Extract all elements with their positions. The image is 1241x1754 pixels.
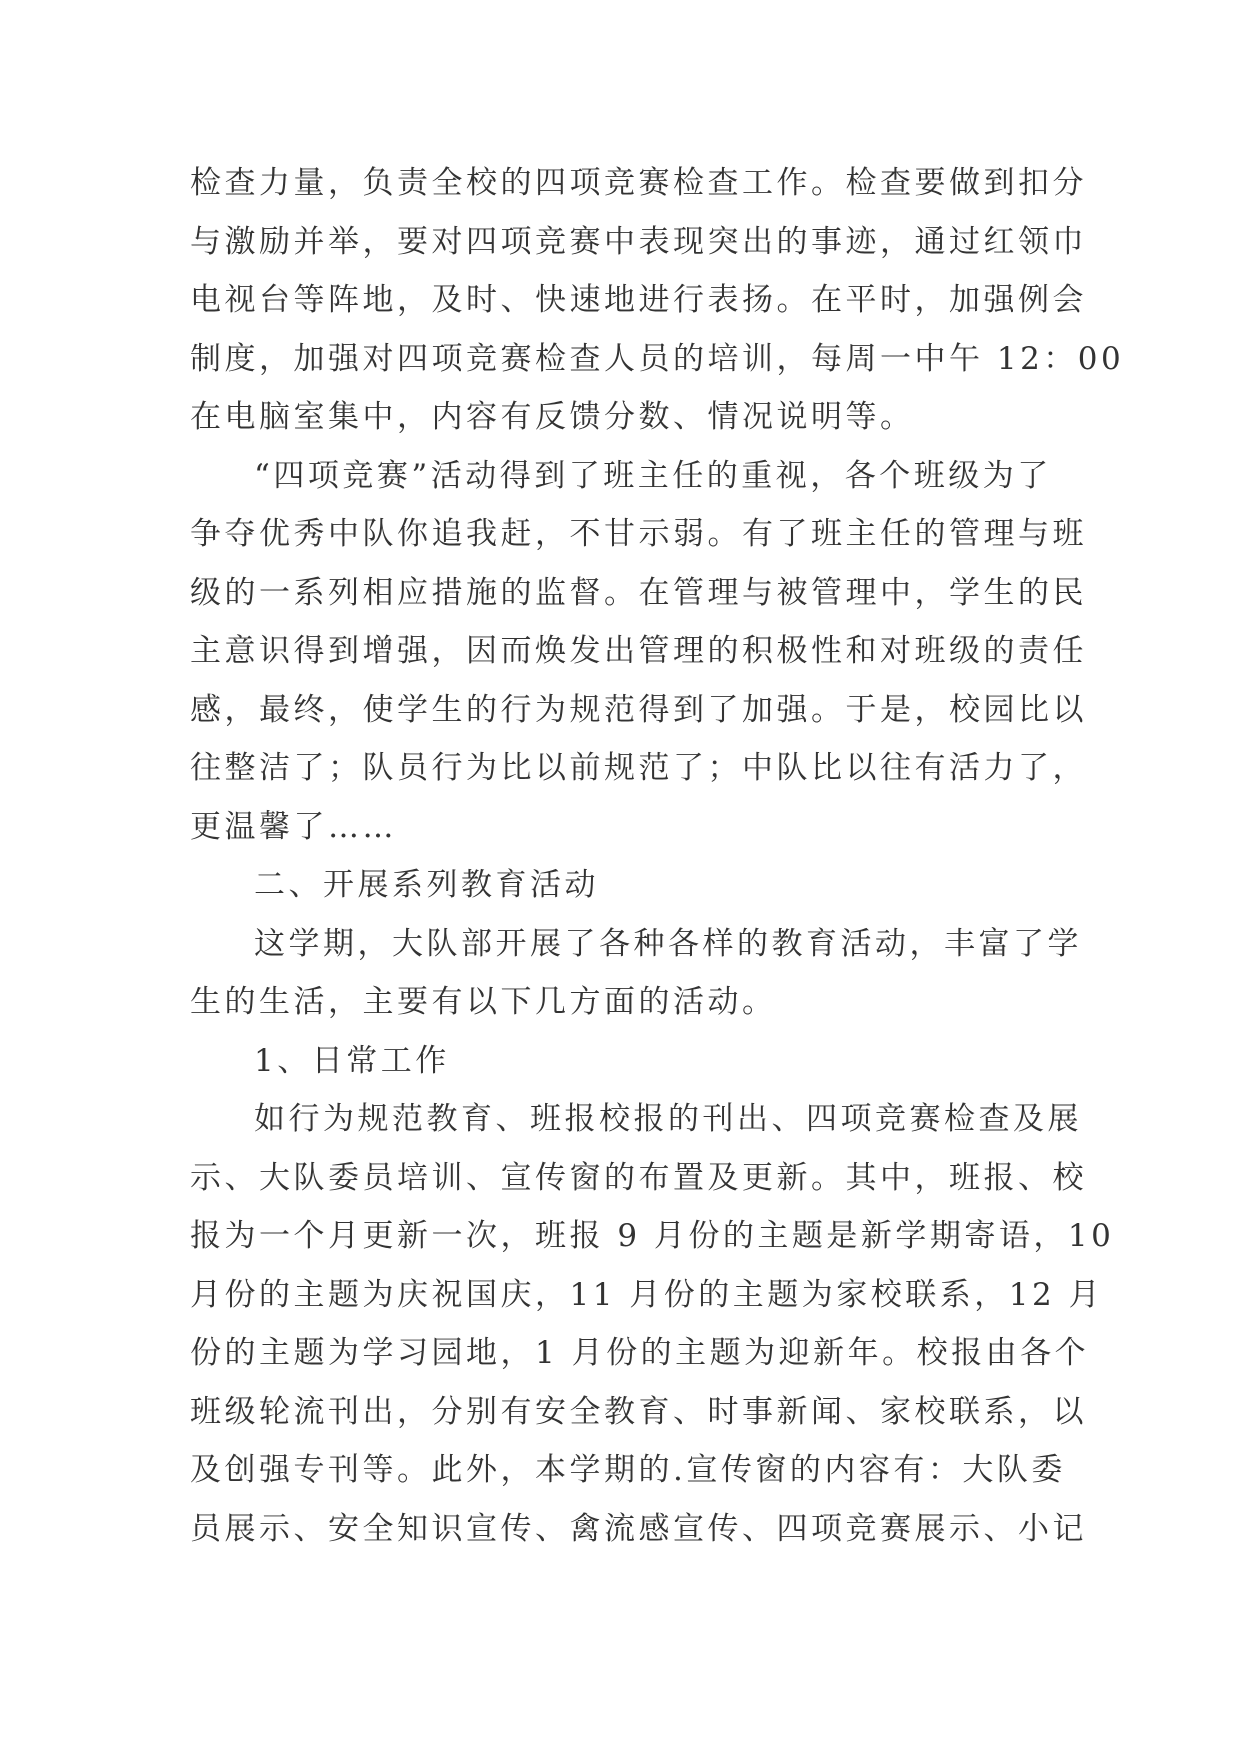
text-line: 感，最终，使学生的行为规范得到了加强。于是，校园比以 — [190, 691, 1087, 728]
text-line: 争夺优秀中队你追我赶，不甘示弱。有了班主任的管理与班 — [190, 516, 1087, 552]
text-line: 与激励并举，要对四项竞赛中表现突出的事迹，通过红领巾 — [190, 223, 1087, 260]
section-heading: 二、开展系列教育活动 — [254, 867, 599, 903]
text-line: 这学期，大队部开展了各种各样的教育活动，丰富了学 — [254, 925, 1082, 962]
text-line: 主意识得到增强，因而焕发出管理的积极性和对班级的责任 — [190, 633, 1087, 669]
text-line: 报为一个月更新一次，班报 9 月份的主题是新学期寄语，10 — [190, 1218, 1115, 1254]
text-line: 月份的主题为庆祝国庆，11 月份的主题为家校联系，12 月 — [190, 1276, 1104, 1313]
text-line: 及创强专刊等。此外，本学期的.宣传窗的内容有：大队委 — [190, 1452, 1066, 1488]
text-line: 份的主题为学习园地，1 月份的主题为迎新年。校报由各个 — [190, 1335, 1090, 1371]
text-line: 员展示、安全知识宣传、禽流感宣传、四项竞赛展示、小记 — [190, 1510, 1087, 1547]
text-line: “四项竞赛”活动得到了班主任的重视，各个班级为了 — [254, 457, 1052, 494]
text-line: 生的生活，主要有以下几方面的活动。 — [190, 984, 777, 1020]
text-line: 往整洁了；队员行为比以前规范了；中队比以往有活力了， — [190, 750, 1087, 786]
subsection-heading: 1、日常工作 — [254, 1042, 450, 1079]
text-line: 制度，加强对四项竞赛检查人员的培训，每周一中午 12：00 — [190, 340, 1125, 377]
text-line: 班级轮流刊出，分别有安全教育、时事新闻、家校联系，以 — [190, 1393, 1087, 1430]
text-line: 示、大队委员培训、宣传窗的布置及更新。其中，班报、校 — [190, 1159, 1087, 1196]
text-line: 如行为规范教育、班报校报的刊出、四项竞赛检查及展 — [254, 1101, 1082, 1137]
text-line: 级的一系列相应措施的监督。在管理与被管理中，学生的民 — [190, 574, 1087, 611]
text-line: 更温馨了…… — [190, 808, 397, 845]
text-line: 检查力量，负责全校的四项竞赛检查工作。检查要做到扣分 — [190, 165, 1087, 201]
text-line: 电视台等阵地，及时、快速地进行表扬。在平时，加强例会 — [190, 282, 1087, 318]
text-line: 在电脑室集中，内容有反馈分数、情况说明等。 — [190, 399, 915, 435]
document-body — [190, 154, 1125, 1558]
